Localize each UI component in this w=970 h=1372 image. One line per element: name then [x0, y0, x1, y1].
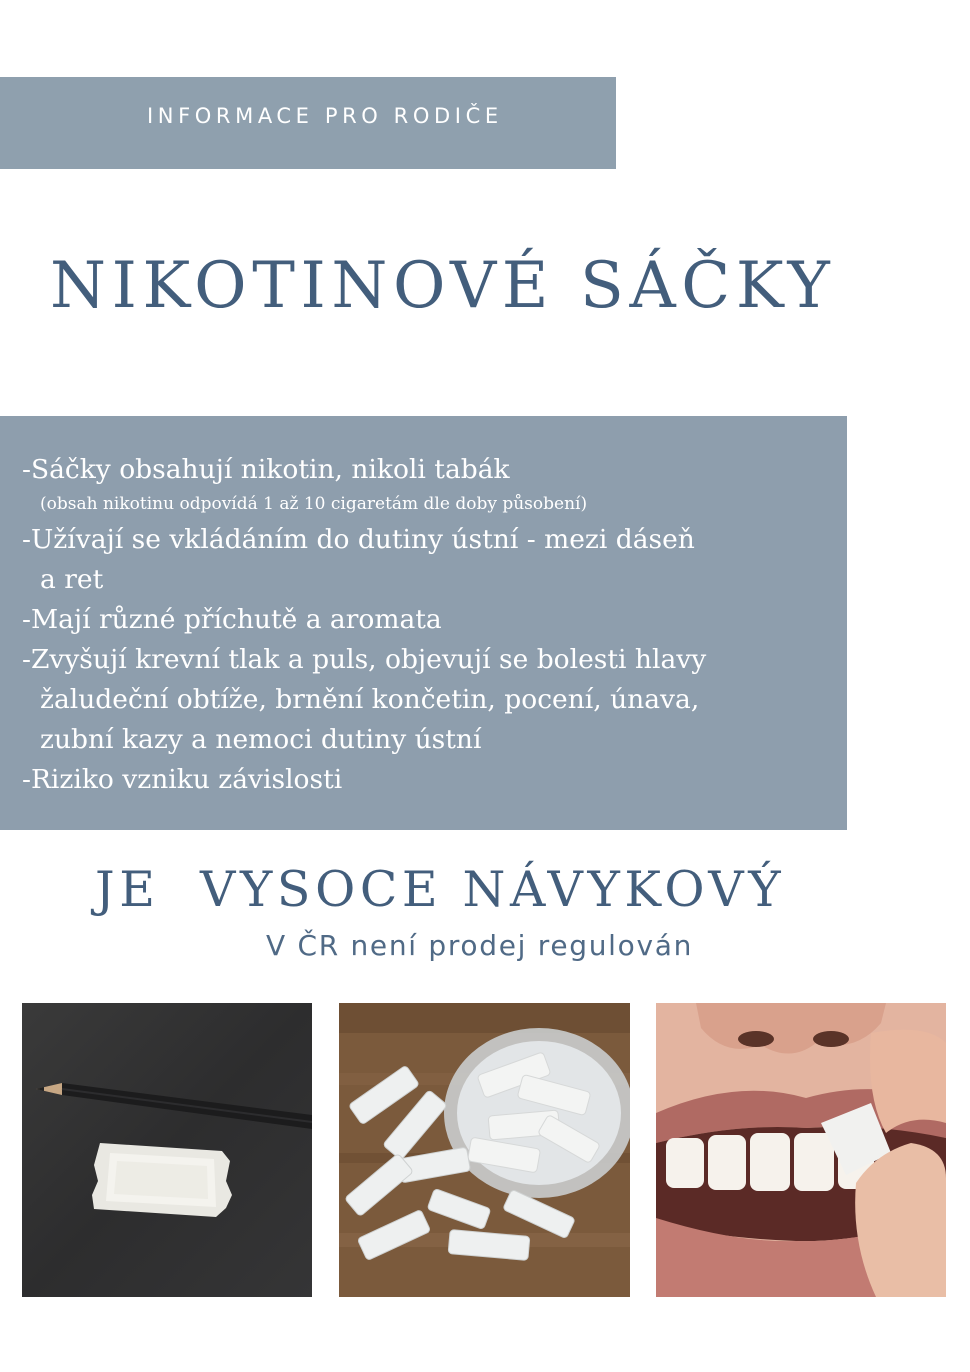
photo-mouth-pouch	[656, 1003, 946, 1297]
info-item-usage-cont: a ret	[40, 564, 104, 595]
info-item-effects-cont-2: zubní kazy a nemoci dutiny ústní	[40, 724, 482, 755]
info-item-nicotine-note: (obsah nikotinu odpovídá 1 až 10 cigaretám dle doby působení)	[40, 494, 588, 514]
header-label: INFORMACE PRO RODIČE	[147, 104, 503, 128]
info-list	[22, 450, 837, 800]
info-item-effects: -Zvyšují krevní tlak a puls, objevují se bolesti hlavy	[22, 644, 707, 675]
page-title: NIKOTINOVÉ SÁČKY	[50, 249, 836, 323]
subslogan: V ČR není prodej regulován	[266, 929, 694, 962]
info-item-contents: -Sáčky obsahují nikotin, nikoli tabák	[22, 454, 510, 485]
photo-pouches-bowl	[339, 1003, 630, 1297]
info-item-addiction: -Riziko vzniku závislosti	[22, 764, 343, 795]
info-item-usage: -Užívají se vkládáním do dutiny ústní - mezi dáseň	[22, 524, 695, 555]
info-item-flavors: -Mají různé příchutě a aromata	[22, 604, 442, 635]
photo-pouch-pencil	[22, 1003, 312, 1297]
info-item-effects-cont-1: žaludeční obtíže, brnění končetin, pocení, únava,	[40, 684, 700, 715]
slogan: JE VYSOCE NÁVYKOVÝ	[95, 861, 786, 918]
